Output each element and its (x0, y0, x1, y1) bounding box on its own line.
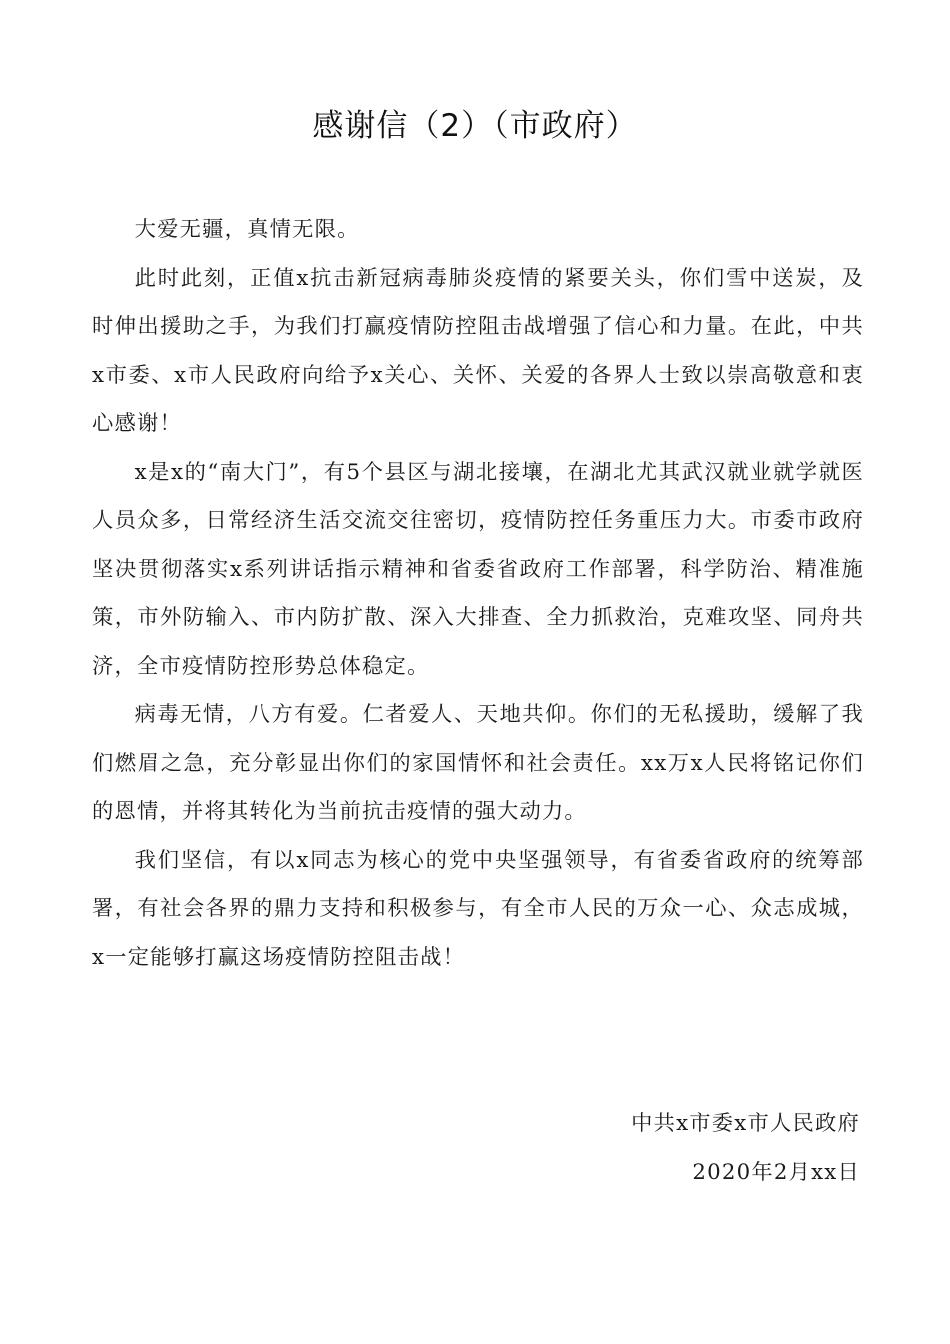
paragraph-gratitude: 病毒无情，八方有爱。仁者爱人、天地共仰。你们的无私援助，缓解了我们燃眉之急，充分彰显出你们的家国情怀和社会责任。xx万x人民将铭记你们的恩情，并将其转化为当前抗击疫情的强大动力。 (92, 702, 864, 824)
paragraph-situation: x是x的“南大门”，有5个县区与湖北接壤，在湖北尤其武汉就业就学就医人员众多，日常经济生活交流交往密切，疫情防控任务重压力大。市委市政府坚决贯彻落实x系列讲话指示精神和省委省政府工作部署，科学防治、精准施策，市外防输入、市内防扩散、深入大排查、全力抓救治，克难攻坚、同舟共济，全市疫情防控形势总体稳定。 (92, 459, 864, 679)
paragraph-thanks: 此时此刻，正值x抗击新冠病毒肺炎疫情的紧要关头，你们雪中送炭，及时伸出援助之手，为我们打赢疫情防控阻击战增强了信心和力量。在此，中共x市委、x市人民政府向给予x关心、关怀、关爱的各界人士致以崇高敬意和衷心感谢！ (92, 265, 864, 436)
letter-title: 感谢信（2）（市政府） (312, 108, 638, 144)
signature-date: 2020年2月xx日 (692, 1159, 860, 1185)
letter-body (92, 206, 864, 982)
paragraph-greeting: 大爱无疆，真情无限。 (134, 217, 360, 242)
signature-organization: 中共x市委x市人民政府 (631, 1111, 860, 1136)
paragraph-confidence: 我们坚信，有以x同志为核心的党中央坚强领导，有省委省政府的统筹部署，有社会各界的鼎力支持和积极参与，有全市人民的万众一心、众志成城，x一定能够打赢这场疫情防控阻击战！ (92, 847, 864, 970)
signature-block (631, 1100, 860, 1197)
